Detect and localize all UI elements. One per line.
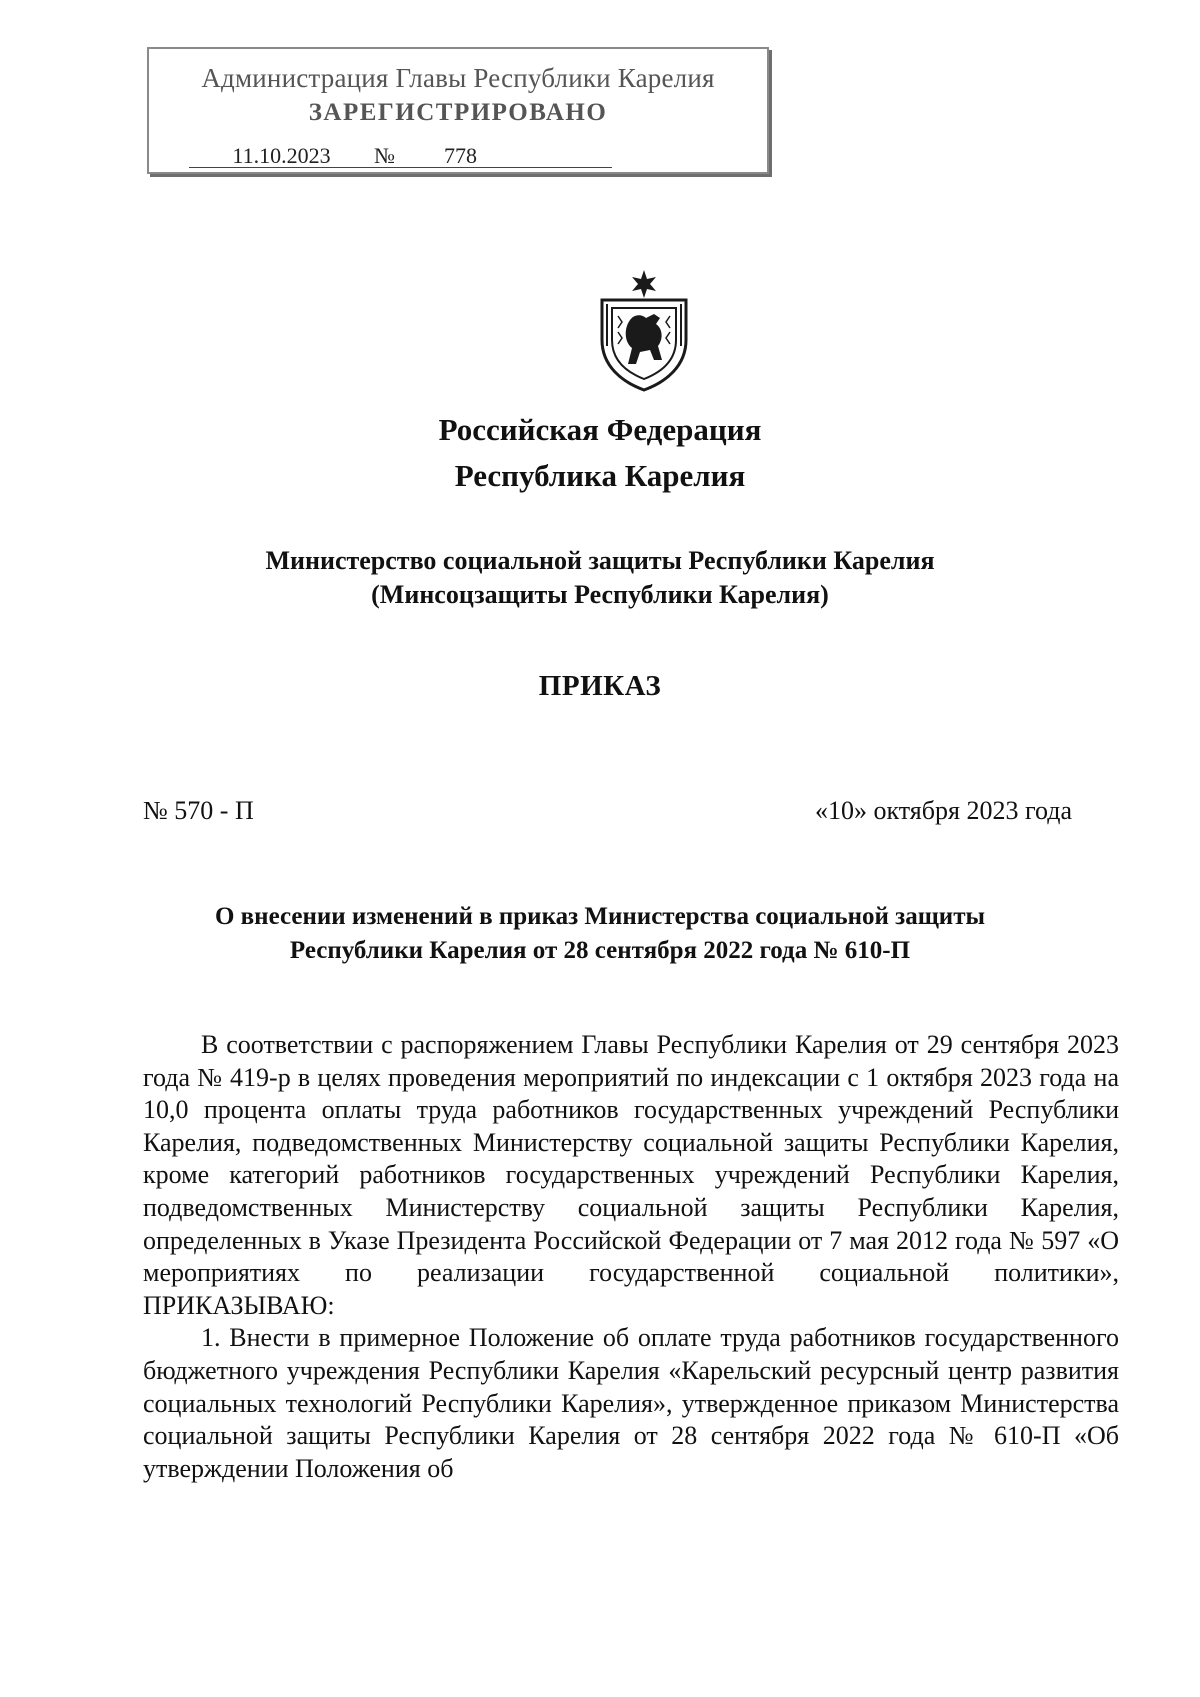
subject-line-1: О внесении изменений в приказ Министерства социальной защиты [214, 903, 986, 930]
ministry-heading: Министерство социальной защиты Республики Карелия [265, 546, 935, 575]
stamp-date: 11.10.2023 [189, 145, 374, 168]
document-type-heading: ПРИКАЗ [538, 670, 662, 702]
subject-line-2: Республики Карелия от 28 сентября 2022 года № 610-П [289, 937, 911, 964]
stamp-organization: Администрация Главы Республики Карелия [201, 63, 715, 93]
order-date: «10» октября 2023 года [815, 796, 1072, 825]
ministry-short-heading: (Минсоцзащиты Республики Карелия) [371, 580, 829, 609]
stamp-status: ЗАРЕГИСТРИРОВАНО [308, 99, 608, 126]
body-paragraph-2: 1. Внести в примерное Положение об оплате труда работников государственного бюджетного учреждения Республики Карелия «Карельский ресурсный центр развития социальных технологий Республики Карелия», утвержденное приказом Министерства социальной защиты Республики Карелия от 28 сентября 2022 года № 610-П «Об утверждении Положения об [143, 1323, 1119, 1483]
region-heading: Республика Карелия [454, 458, 746, 493]
order-number: № 570 - П [143, 796, 254, 825]
registration-stamp [147, 47, 769, 174]
stamp-registration-line [189, 143, 612, 169]
body-paragraph-1: В соответствии с распоряжением Главы Республики Карелия от 29 сентября 2023 года № 419-р в целях проведения мероприятий по индексации с 1 октября 2023 года на 10,0 процента оплаты труда работников государственных учреждений Республики Карелия, подведомственных Министерству социальной защиты Республики Карелия, кроме категорий работников государственных учреждений Республики Карелия, подведомственных Министерству социальной защиты Республики Карелия, определенных в Указе Президента Российской Федерации от 7 мая 2012 года № 597 «О мероприятиях по реализации государственной социальной политики», ПРИКАЗЫВАЮ: [143, 1030, 1119, 1320]
stamp-number-label: № [374, 145, 412, 168]
stamp-number: 778 [412, 145, 612, 168]
document-body [143, 1029, 1119, 1485]
karelia-coat-of-arms-icon [592, 268, 696, 392]
country-heading: Российская Федерация [438, 412, 762, 447]
